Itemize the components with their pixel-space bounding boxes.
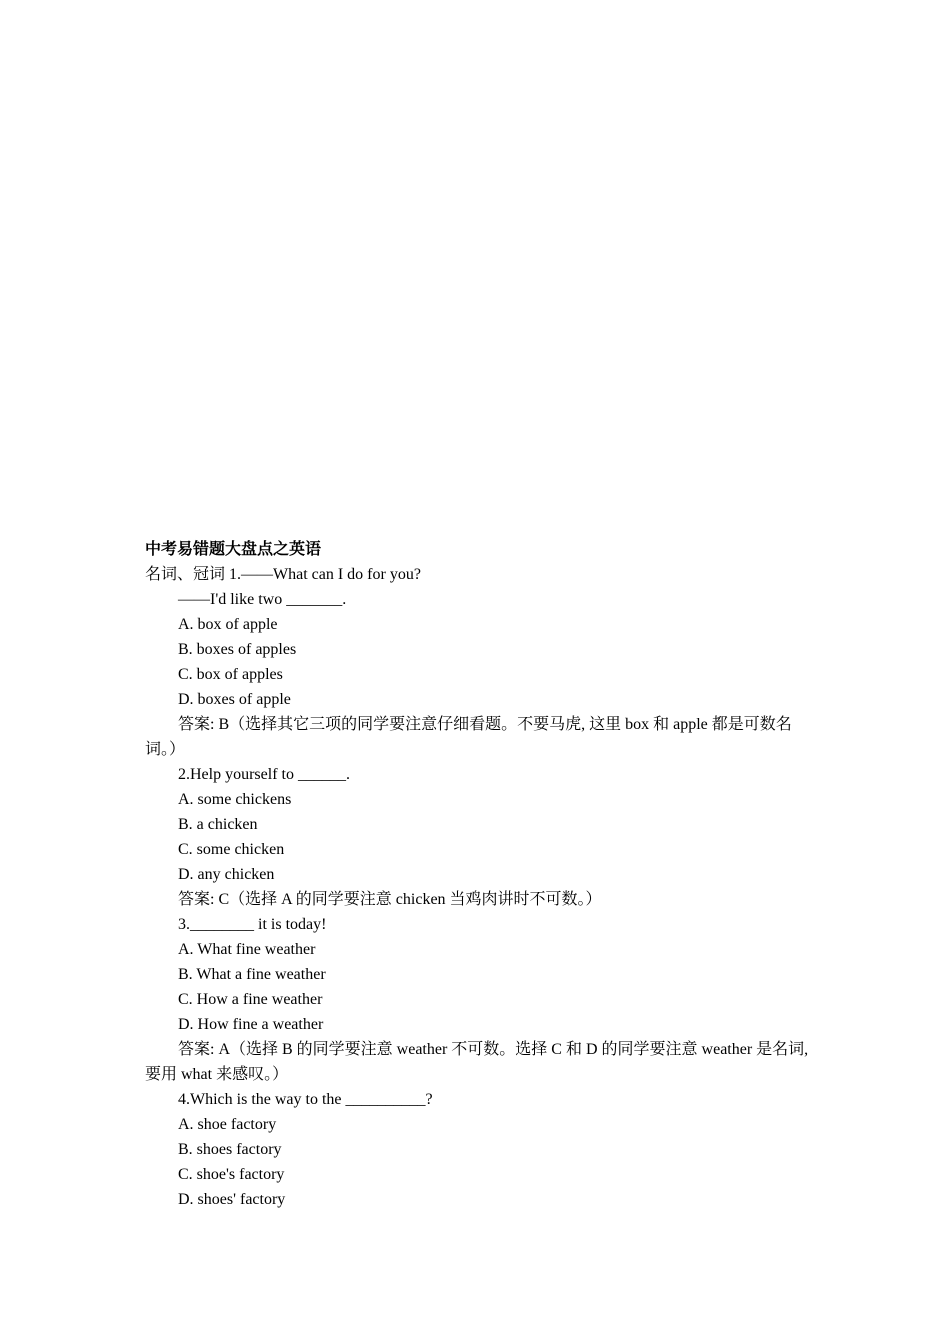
q1-answer: 答案: B（选择其它三项的同学要注意仔细看题。不要马虎, 这里 box 和 apple 都是可数名词。） — [145, 716, 792, 758]
q3-option-c: C. How a fine weather — [178, 991, 323, 1008]
q3-question: 3.________ it is today! — [178, 916, 327, 933]
q1-option-a: A. box of apple — [178, 616, 278, 633]
q3-option-d: D. How fine a weather — [178, 1016, 324, 1033]
q2-answer: 答案: C（选择 A 的同学要注意 chicken 当鸡肉讲时不可数。） — [178, 891, 602, 908]
q1-reply: ——I'd like two _______. — [178, 591, 347, 608]
q3-option-a: A. What fine weather — [178, 941, 316, 958]
q2-option-d: D. any chicken — [178, 866, 275, 883]
q1-option-b: B. boxes of apples — [178, 641, 297, 658]
q4-option-a: A. shoe factory — [178, 1116, 277, 1133]
q4-option-d: D. shoes' factory — [178, 1191, 286, 1208]
q2-option-c: C. some chicken — [178, 841, 285, 858]
q4-question: 4.Which is the way to the __________? — [178, 1091, 433, 1108]
document-content — [145, 537, 810, 1212]
q3-option-b: B. What a fine weather — [178, 966, 326, 983]
q4-option-c: C. shoe's factory — [178, 1166, 285, 1183]
q2-option-b: B. a chicken — [178, 816, 258, 833]
q1-option-c: C. box of apples — [178, 666, 283, 683]
q3-answer: 答案: A（选择 B 的同学要注意 weather 不可数。选择 C 和 D 的同学要注意 weather 是名词, 要用 what 来感叹。） — [145, 1041, 809, 1083]
q2-option-a: A. some chickens — [178, 791, 292, 808]
q4-option-b: B. shoes factory — [178, 1141, 282, 1158]
q1-option-d: D. boxes of apple — [178, 691, 291, 708]
q2-question: 2.Help yourself to ______. — [178, 766, 350, 783]
q1-intro: 名词、冠词 1.——What can I do for you? — [145, 566, 421, 583]
document-title: 中考易错题大盘点之英语 — [145, 541, 322, 558]
